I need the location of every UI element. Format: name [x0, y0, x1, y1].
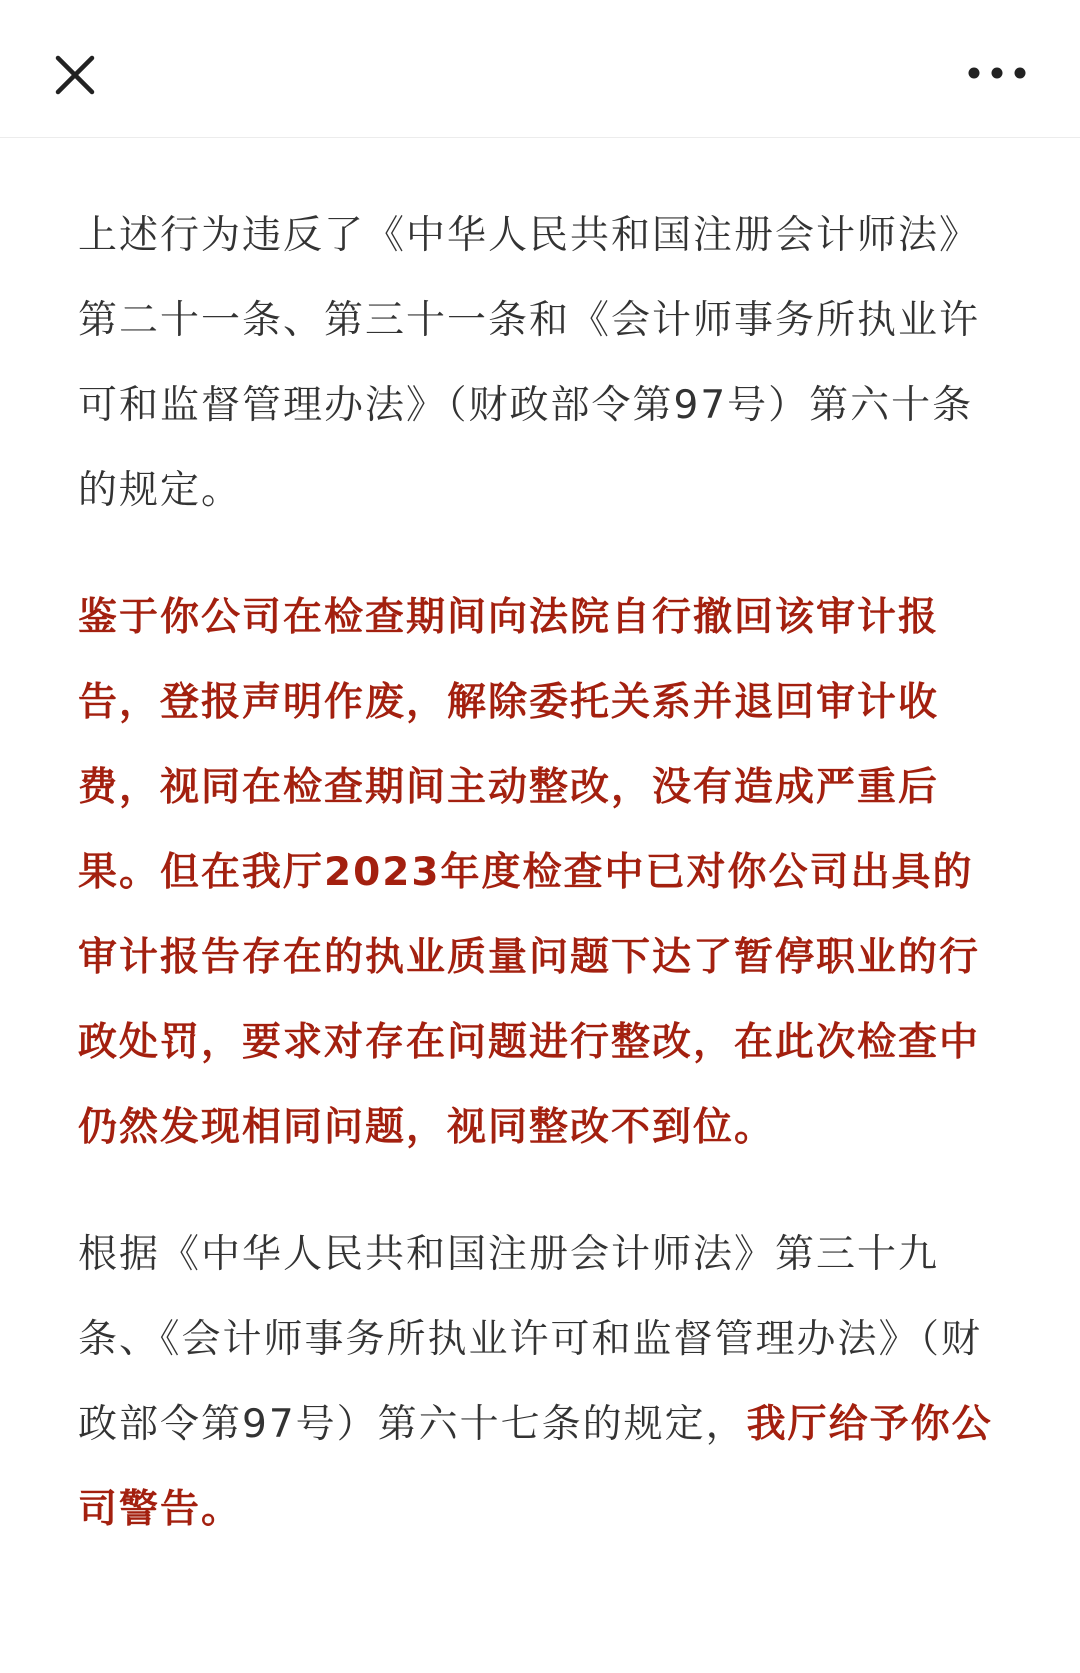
top-navigation-bar	[0, 0, 1080, 138]
penalty-basis-text: 根据《中华人民共和国注册会计师法》第三十九条、《会计师事务所执业许可和监督管理办法》（财政部令第97号）第六十七条的规定，	[78, 1232, 983, 1447]
more-options-button[interactable]	[962, 60, 1032, 96]
article-content	[78, 138, 1002, 1552]
paragraph-violation: 上述行为违反了《中华人民共和国注册会计师法》第二十一条、第三十一条和《会计师事务所执业许可和监督管理办法》（财政部令第97号）第六十条的规定。	[78, 213, 981, 513]
penalty-decision-text: 我厅给予你公司警告。	[78, 1402, 993, 1532]
more-horizontal-icon	[962, 60, 1032, 96]
close-icon	[50, 50, 106, 106]
paragraph-penalty-basis	[78, 1212, 1002, 1552]
close-button[interactable]	[50, 50, 106, 106]
paragraph-highlight-circumstances: 鉴于你公司在检查期间向法院自行撤回该审计报告，登报声明作废，解除委托关系并退回审计收费，视同在检查期间主动整改，没有造成严重后果。但在我厅2023年度检查中已对你公司出具的审计报告存在的执业质量问题下达了暂停职业的行政处罚，要求对存在问题进行整改，在此次检查中仍然发现相同问题，视同整改不到位。	[78, 595, 981, 1150]
